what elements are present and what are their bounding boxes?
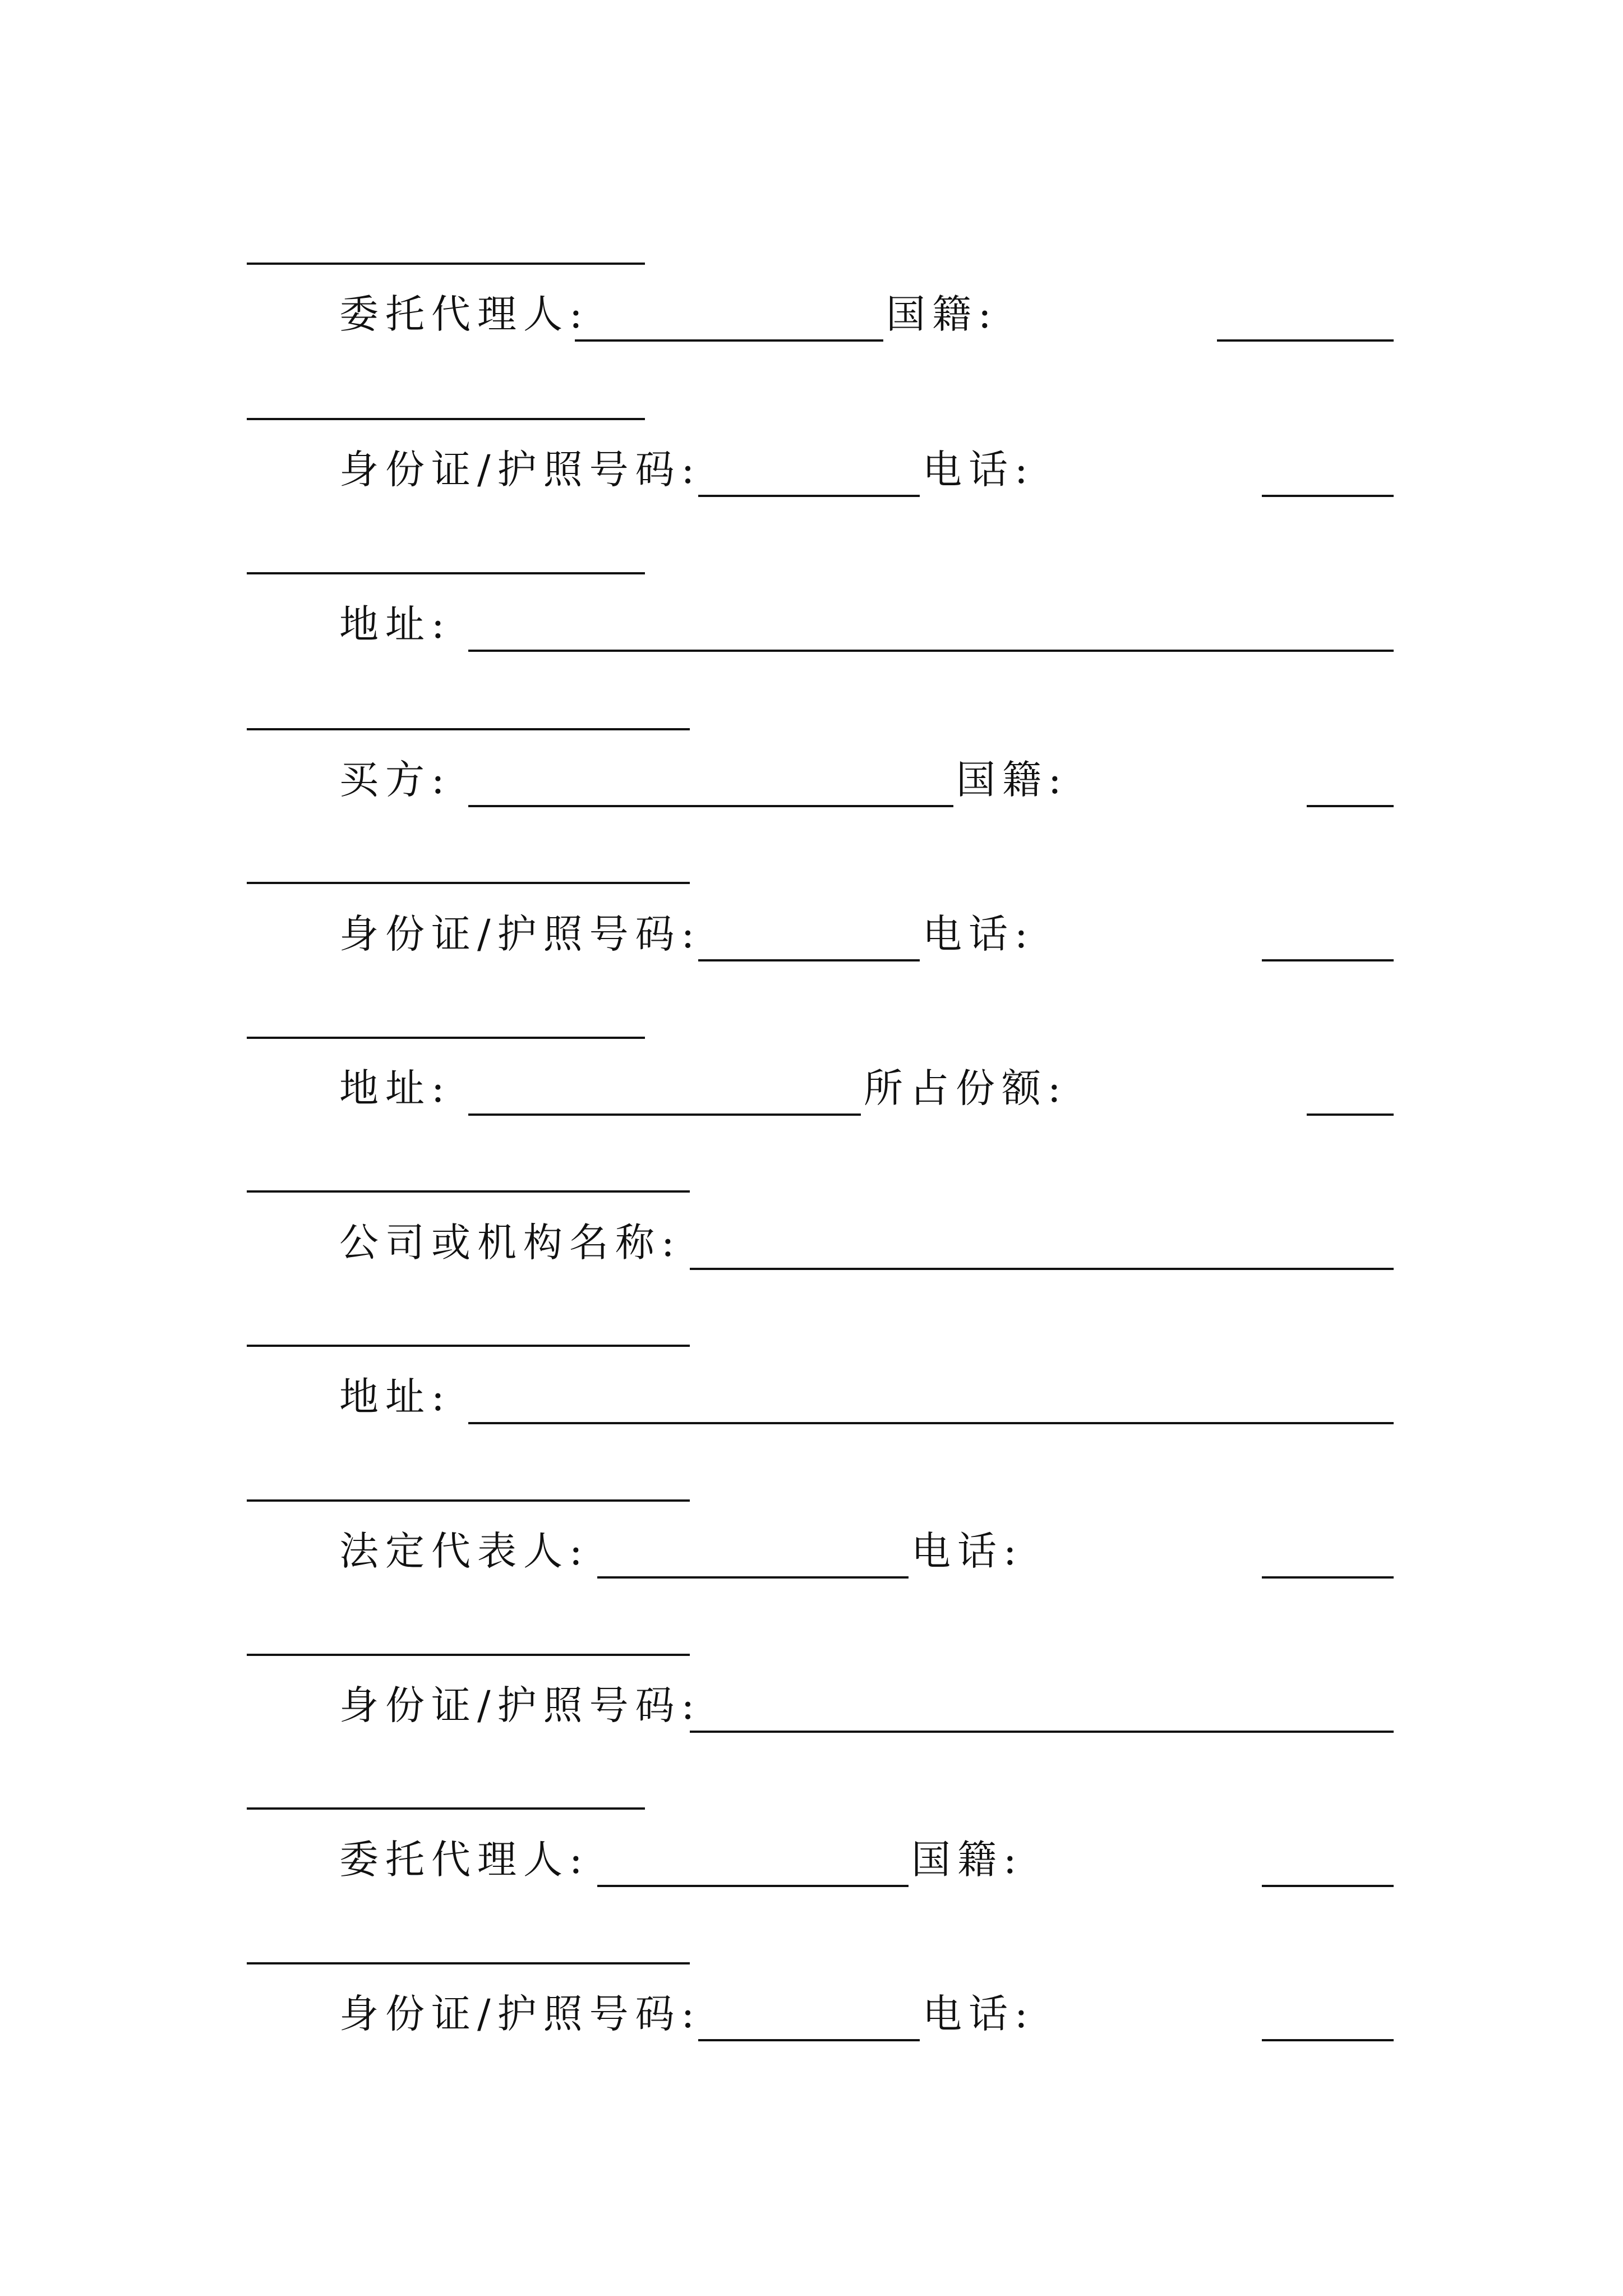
company-row [339,1214,1394,1282]
address-field[interactable] [468,650,1394,652]
id-label: 身份证/护照号码: [339,1682,702,1728]
continuation-line [247,418,645,420]
phone-field[interactable] [1262,959,1394,961]
continuation-line [247,1190,690,1193]
id-row [339,1677,1394,1745]
buyer-field[interactable] [468,805,953,807]
company-label: 公司或机构名称: [339,1220,681,1266]
continuation-line [247,263,645,265]
continuation-line [247,572,645,574]
agent-field[interactable] [597,1885,909,1887]
share-label: 所占份额: [864,1065,1068,1111]
address-share-row [339,1060,1394,1128]
id-field[interactable] [690,1731,1394,1733]
address-field[interactable] [468,1114,861,1116]
phone-field[interactable] [1262,495,1394,497]
id-field[interactable] [698,495,920,497]
phone-field[interactable] [1262,2039,1394,2041]
id-field[interactable] [698,2039,920,2041]
agent-label: 委托代理人: [339,291,589,337]
buyer-row [339,752,1394,819]
phone-label: 电话: [923,911,1035,957]
agent-row [339,286,1394,353]
address-label: 地址: [339,1065,451,1111]
id-row [339,441,1394,509]
id-label: 身份证/护照号码: [339,1991,702,2037]
id-label: 身份证/护照号码: [339,911,702,957]
agent-field[interactable] [575,339,883,342]
nationality-label: 国籍: [956,757,1068,803]
phone-label: 电话: [911,1528,1023,1574]
phone-field[interactable] [1262,1576,1394,1579]
nationality-field[interactable] [1307,805,1394,807]
continuation-line [247,1807,645,1810]
nationality-label: 国籍: [886,291,998,337]
continuation-line [247,1654,690,1656]
address-row [339,1369,1394,1436]
continuation-line [247,1499,690,1502]
legal-rep-label: 法定代表人: [339,1528,589,1574]
address-label: 地址: [339,601,451,647]
phone-label: 电话: [923,1991,1035,2037]
nationality-field[interactable] [1217,339,1394,342]
agent-row [339,1832,1394,1899]
address-label: 地址: [339,1374,451,1420]
id-row [339,1986,1394,2053]
address-field[interactable] [468,1422,1394,1424]
buyer-label: 买方: [339,757,451,803]
address-row [339,596,1394,664]
company-field[interactable] [690,1268,1394,1270]
legal-rep-field[interactable] [597,1576,909,1579]
id-label: 身份证/护照号码: [339,447,702,493]
id-field[interactable] [698,959,920,961]
agent-label: 委托代理人: [339,1837,589,1883]
continuation-line [247,1037,645,1039]
continuation-line [247,1345,690,1347]
id-row [339,906,1394,973]
nationality-field[interactable] [1262,1885,1394,1887]
share-field[interactable] [1307,1114,1394,1116]
continuation-line [247,728,690,730]
legal-rep-row [339,1523,1394,1590]
nationality-label: 国籍: [911,1837,1023,1883]
continuation-line [247,882,690,884]
phone-label: 电话: [923,447,1035,493]
continuation-line [247,1962,690,1964]
